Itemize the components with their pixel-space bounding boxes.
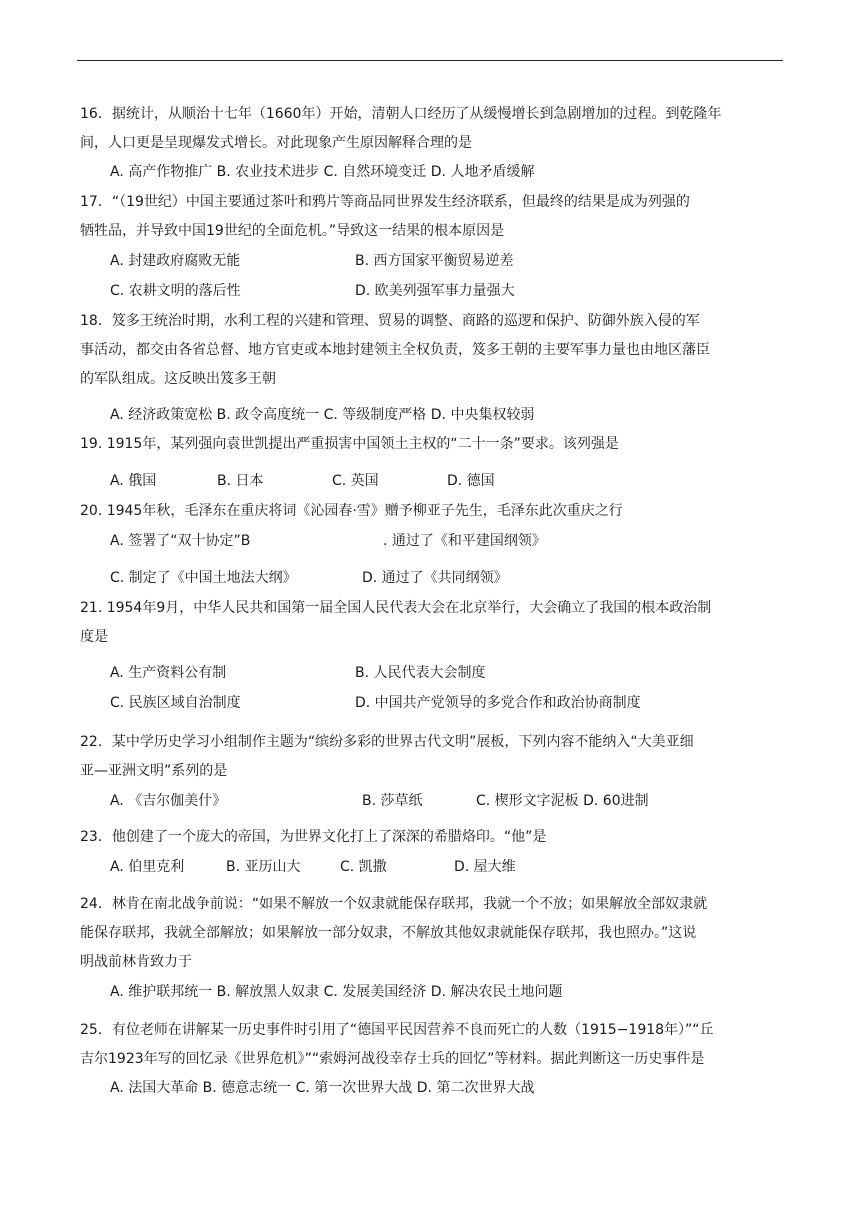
header-rule (77, 60, 783, 61)
q17-option-c: C. 农耕文明的落后性 (110, 283, 241, 299)
q24-options: A. 维护联邦统一 B. 解放黑人奴隶 C. 发展美国经济 D. 解决农民土地问题 (110, 984, 563, 1000)
q22-stem-line-2: 亚—亚洲文明”系列的是 (80, 763, 228, 779)
q17-option-d: D. 欧美列强军事力量强大 (355, 283, 515, 299)
q20-stem: 20. 1945年秋，毛泽东在重庆将词《沁园春·雪》赠予柳亚子先生，毛泽东此次重庆之行 (80, 503, 623, 519)
q24-stem-line-1: 24．林肯在南北战争前说：“如果不解放一个奴隶就能保存联邦，我就一个不放；如果解放全部奴隶就 (80, 896, 708, 912)
q19-stem: 19. 1915年，某列强向袁世凯提出严重损害中国领土主权的“二十一条”要求。该列强是 (80, 436, 619, 452)
q17-option-a: A. 封建政府腐败无能 (110, 253, 241, 269)
q24-stem-line-3: 明战前林肯致力于 (80, 954, 192, 970)
q21-stem-line-2: 度是 (80, 629, 108, 645)
q25-stem-line-2: 吉尔1923年写的回忆录《世界危机》”“索姆河战役幸存士兵的回忆”等材料。据此判断这一历史事件是 (80, 1051, 705, 1067)
q22-option-b: B. 莎草纸 (362, 793, 423, 809)
q17-stem-line-1: 17．“（19世纪）中国主要通过茶叶和鸦片等商品同世界发生经济联系，但最终的结果是成为列强的 (80, 194, 690, 210)
q18-stem-line-2: 事活动，都交由各省总督、地方官吏或本地封建领主全权负责，笈多王朝的主要军事力量也由地区藩臣 (80, 342, 710, 358)
q18-stem-line-1: 18．笈多王统治时期，水利工程的兴建和管理、贸易的调整、商路的巡逻和保护、防御外族入侵的军 (80, 313, 700, 329)
q19-option-d: D. 德国 (447, 473, 495, 489)
q16-stem-line-2: 间，人口更是呈现爆发式增长。对此现象产生原因解释合理的是 (80, 135, 472, 151)
q23-option-c: C. 凯撒 (340, 859, 387, 875)
q18-options: A. 经济政策宽松 B. 政令高度统一 C. 等级制度严格 D. 中央集权较弱 (110, 407, 535, 423)
q19-option-a: A. 俄国 (110, 473, 157, 489)
q17-option-b: B. 西方国家平衡贸易逆差 (355, 253, 514, 269)
q22-option-cd: C. 楔形文字泥板 D. 60进制 (476, 793, 649, 809)
q20-option-a: A. 签署了“双十协定”B (110, 533, 251, 549)
q17-stem-line-2: 牺牲品，并导致中国19世纪的全面危机。”导致这一结果的根本原因是 (80, 223, 505, 239)
q21-option-c: C. 民族区域自治制度 (110, 695, 241, 711)
q24-stem-line-2: 能保存联邦，我就全部解放；如果解放一部分奴隶，不解放其他奴隶就能保存联邦，我也照办。”这说 (80, 925, 697, 941)
q23-option-a: A. 伯里克利 (110, 859, 185, 875)
q20-option-b: . 通过了《和平建国纲领》 (383, 533, 546, 549)
q18-stem-line-3: 的军队组成。这反映出笈多王朝 (80, 371, 276, 387)
q21-option-b: B. 人民代表大会制度 (355, 665, 486, 681)
q25-options: A. 法国大革命 B. 德意志统一 C. 第一次世界大战 D. 第二次世界大战 (110, 1080, 535, 1096)
q23-option-d: D. 屋大维 (454, 859, 516, 875)
q21-option-d: D. 中国共产党领导的多党合作和政治协商制度 (355, 695, 641, 711)
q23-option-b: B. 亚历山大 (226, 859, 301, 875)
q16-stem-line-1: 16．据统计，从顺治十七年（1660年）开始，清朝人口经历了从缓慢增长到急剧增加的过程。到乾隆年 (80, 106, 722, 122)
q25-stem-line-1: 25．有位老师在讲解某一历史事件时引用了“德国平民因营养不良而死亡的人数（1915−1918年）”“丘 (80, 1022, 714, 1038)
q20-option-c: C. 制定了《中国土地法大纲》 (110, 570, 297, 586)
q21-option-a: A. 生产资料公有制 (110, 665, 227, 681)
q21-stem-line-1: 21. 1954年9月，中华人民共和国第一届全国人民代表大会在北京举行，大会确立了我国的根本政治制 (80, 600, 712, 616)
q23-stem: 23．他创建了一个庞大的帝国，为世界文化打上了深深的希腊烙印。“他”是 (80, 829, 547, 845)
q22-stem-line-1: 22．某中学历史学习小组制作主题为“缤纷多彩的世界古代文明”展板，下列内容不能纳入“大美亚细 (80, 734, 694, 750)
q19-option-b: B. 日本 (217, 473, 264, 489)
q22-option-a: A. 《吉尔伽美什》 (110, 793, 227, 809)
q19-option-c: C. 英国 (332, 473, 379, 489)
q20-option-d: D. 通过了《共同纲领》 (362, 570, 508, 586)
q16-options: A. 高产作物推广 B. 农业技术进步 C. 自然环境变迁 D. 人地矛盾缓解 (110, 164, 535, 180)
